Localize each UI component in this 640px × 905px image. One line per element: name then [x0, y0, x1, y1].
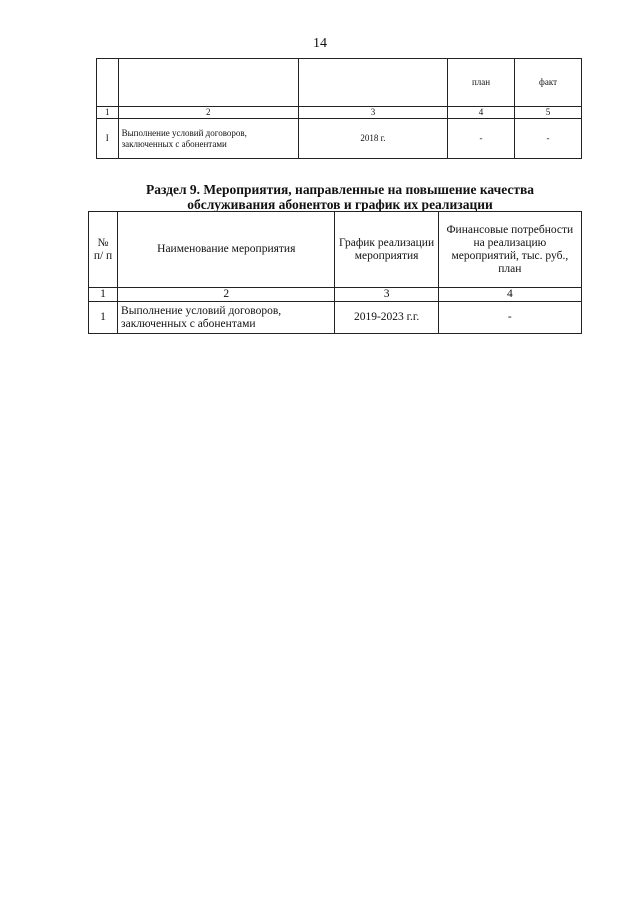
row-finance: -	[438, 302, 581, 334]
column-number-row	[89, 288, 582, 302]
column-number-row	[97, 107, 582, 119]
section-title: Раздел 9. Мероприятия, направленные на повышение качества обслуживания абонентов и график их реализации	[145, 182, 535, 212]
row-plan: -	[448, 119, 515, 159]
row-period: 2019-2023 г.г.	[335, 302, 438, 334]
col-number-4: 4	[438, 288, 581, 302]
table-section-9	[88, 211, 582, 334]
table-previous-section	[96, 58, 582, 159]
row-fakt: -	[515, 119, 582, 159]
col-number-4: 4	[448, 107, 515, 119]
header-cell-period	[298, 59, 447, 107]
table-row	[97, 119, 582, 159]
col-number-2: 2	[118, 107, 298, 119]
table-header-row	[97, 59, 582, 107]
row-period: 2018 г.	[298, 119, 447, 159]
header-cell-num	[97, 59, 119, 107]
table-row	[89, 302, 582, 334]
header-name: Наименование мероприятия	[118, 212, 335, 288]
page-number: 14	[313, 36, 327, 51]
header-finance: Финансовые потребности на реализацию мероприятий, тыс. руб., план	[438, 212, 581, 288]
header-cell-fakt: факт	[515, 59, 582, 107]
table-header-row	[89, 212, 582, 288]
col-number-3: 3	[298, 107, 447, 119]
row-name: Выполнение условий договоров, заключенных с абонентами	[118, 119, 298, 159]
row-num: 1	[89, 302, 118, 334]
col-number-1: 1	[89, 288, 118, 302]
header-cell-plan: план	[448, 59, 515, 107]
row-name: Выполнение условий договоров, заключенных с абонентами	[118, 302, 335, 334]
header-cell-name	[118, 59, 298, 107]
col-number-1: 1	[97, 107, 119, 119]
col-number-2: 2	[118, 288, 335, 302]
col-number-5: 5	[515, 107, 582, 119]
col-number-3: 3	[335, 288, 438, 302]
row-num: I	[97, 119, 119, 159]
header-schedule: График реализации мероприятия	[335, 212, 438, 288]
header-num: № п/ п	[89, 212, 118, 288]
